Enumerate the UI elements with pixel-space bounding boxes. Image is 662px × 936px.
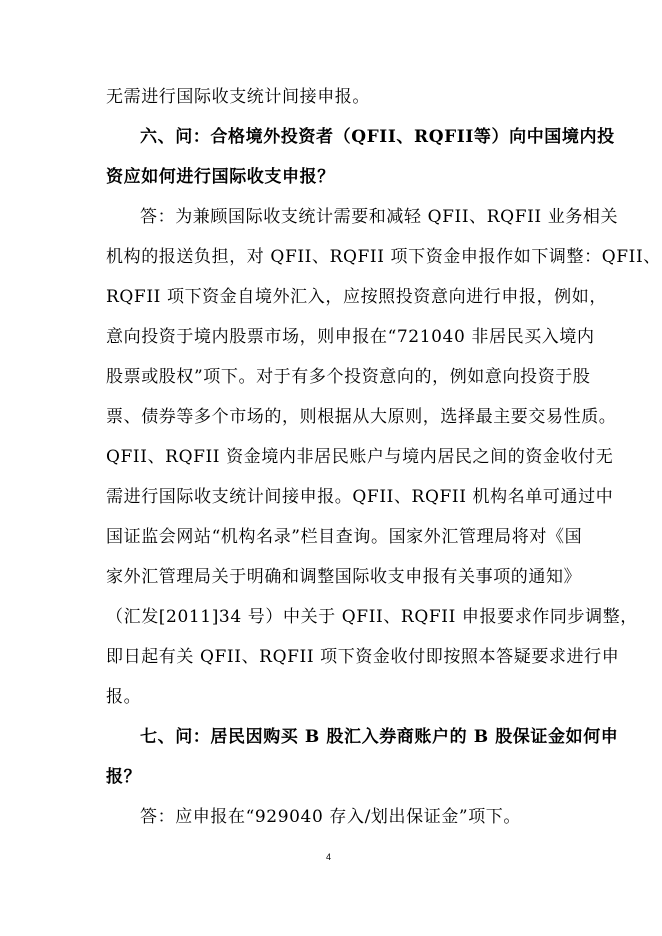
q6-answer-line-10: 家外汇管理局关于明确和调整国际收支申报有关事项的通知》: [106, 567, 582, 587]
q6-answer-line-2: 机构的报送负担，对 QFII、RQFII 项下资金申报作如下调整：QFII、: [106, 247, 661, 267]
q6-answer-line-8: 需进行国际收支统计间接申报。QFII、RQFII 机构名单可通过中: [106, 487, 614, 507]
q6-answer-line-13: 报。: [106, 687, 142, 707]
q6-answer-line-9: 国证监会网站“机构名录”栏目查询。国家外汇管理局将对《国: [106, 527, 583, 547]
q6-answer-line-11: （汇发[2011]34 号）中关于 QFII、RQFII 申报要求作同步调整，: [106, 607, 638, 627]
intro-line: 无需进行国际收支统计间接申报。: [106, 87, 370, 107]
q6-question-line-2: 资应如何进行国际收支申报？: [106, 167, 335, 187]
q6-answer-line-12: 即日起有关 QFII、RQFII 项下资金收付即按照本答疑要求进行申: [106, 647, 620, 667]
q7-question-line-1: 七、问：居民因购买 B 股汇入券商账户的 B 股保证金如何申: [140, 727, 619, 747]
q7-answer-line-1: 答：应申报在“929040 存入/划出保证金”项下。: [140, 807, 522, 827]
q6-answer-line-5: 股票或股权”项下。对于有多个投资意向的，例如意向投资于股: [106, 367, 591, 387]
page-number: 4: [326, 852, 332, 862]
q6-question-line-1: 六、问：合格境外投资者（QFII、RQFII等）向中国境内投: [140, 127, 615, 147]
q6-answer-line-1: 答：为兼顾国际收支统计需要和减轻 QFII、RQFII 业务相关: [140, 207, 619, 227]
q6-answer-line-3: RQFII 项下资金自境外汇入，应按照投资意向进行申报，例如，: [106, 287, 607, 307]
q6-answer-line-6: 票、债券等多个市场的，则根据从大原则，选择最主要交易性质。: [106, 407, 617, 427]
q6-answer-line-4: 意向投资于境内股票市场，则申报在“721040 非居民买入境内: [106, 327, 595, 347]
q6-answer-line-7: QFII、RQFII 资金境内非居民账户与境内居民之间的资金收付无: [106, 447, 614, 467]
q7-question-line-2: 报？: [106, 767, 142, 787]
